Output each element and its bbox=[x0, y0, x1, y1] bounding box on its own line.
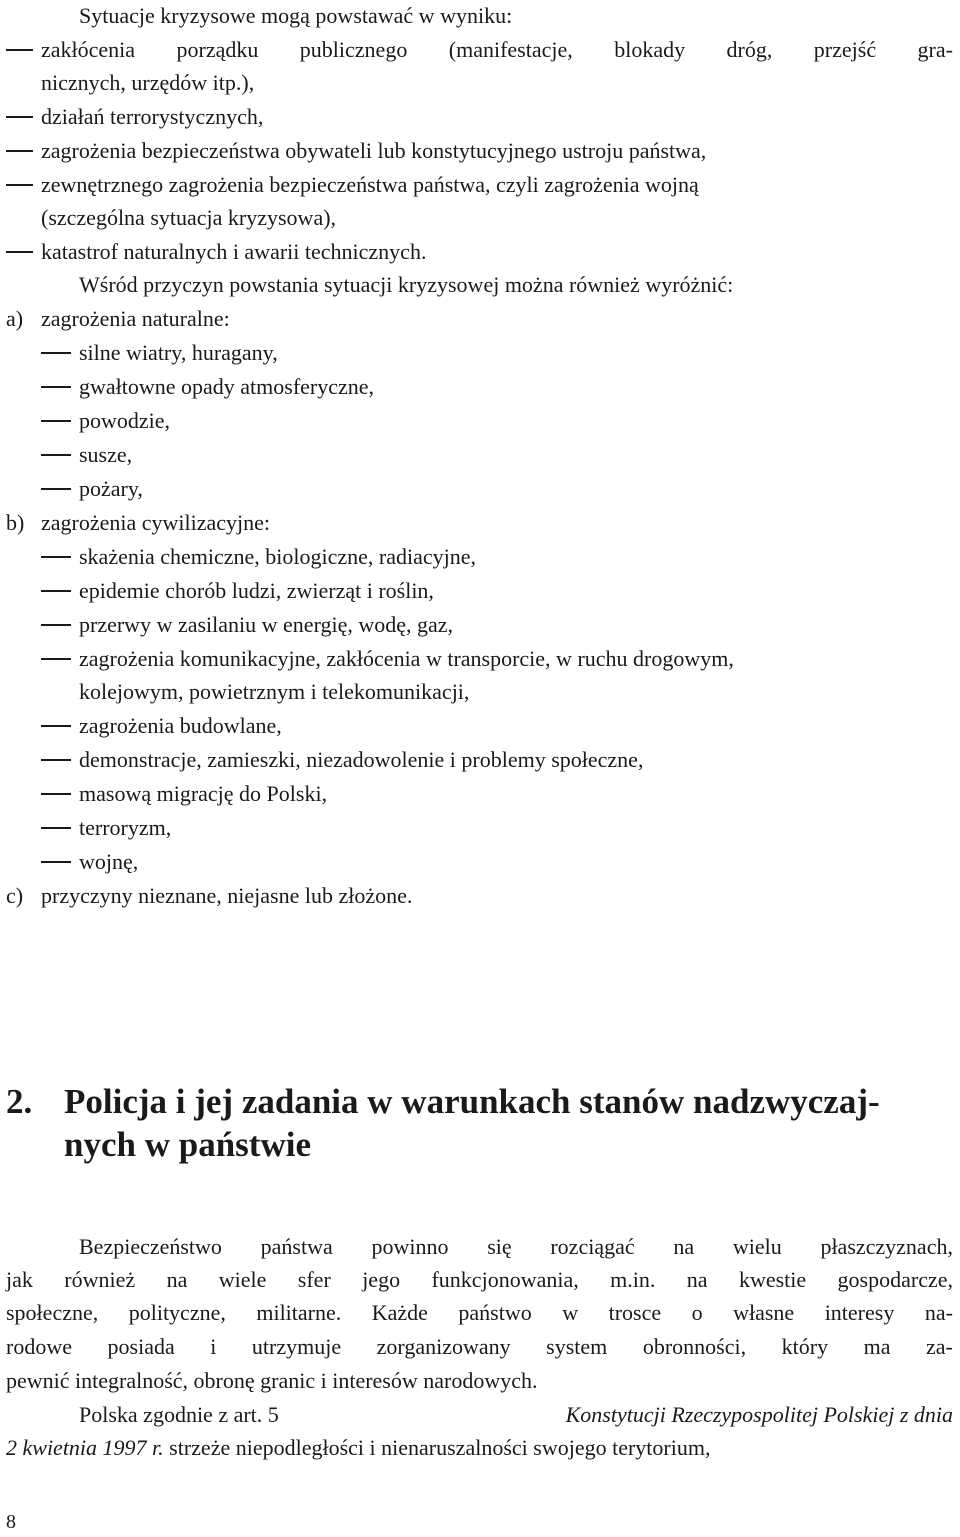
section-title-line-1: Policja i jej zadania w warunkach stanów nadzwyczaj- bbox=[64, 1082, 880, 1121]
cause-4-line-1: zewnętrznego zagrożenia bezpieczeństwa państwa, czyli zagrożenia wojną bbox=[41, 172, 699, 197]
among-intro-text: Wśród przyczyn powstania sytuacji kryzysowej można również wyróżnić: bbox=[79, 272, 734, 297]
bullet-dash bbox=[41, 556, 71, 558]
para2-line-1-start: Polska zgodnie z art. 5 bbox=[79, 1402, 279, 1427]
bullet-dash bbox=[41, 725, 71, 727]
group-b-title: zagrożenia cywilizacyjne: bbox=[41, 510, 271, 535]
bullet-dash bbox=[41, 624, 71, 626]
bullet-dash bbox=[41, 488, 71, 490]
para1-line-1: Bezpieczeństwo państwa powinno się rozciągać na wielu płaszczyznach, bbox=[79, 1234, 953, 1259]
bullet-dash bbox=[41, 420, 71, 422]
bullet-dash bbox=[41, 827, 71, 829]
cause-1-line-1: zakłócenia porządku publicznego (manifestacje, blokady dróg, przejść gra- bbox=[41, 37, 953, 62]
group-a-item-5: pożary, bbox=[79, 476, 143, 501]
para2-line-1 bbox=[79, 1404, 953, 1426]
para1-line-5: pewnić integralność, obronę granic i interesów narodowych. bbox=[6, 1368, 538, 1393]
group-b-item-5: zagrożenia budowlane, bbox=[79, 713, 282, 738]
group-a-title: zagrożenia naturalne: bbox=[41, 306, 230, 331]
bullet-dash bbox=[6, 251, 33, 253]
cause-1-line-2: nicznych, urzędów itp.), bbox=[41, 70, 255, 95]
bullet-dash bbox=[6, 150, 33, 152]
page-number: 8 bbox=[6, 1511, 16, 1533]
cause-4-line-2: (szczególna sytuacja kryzysowa), bbox=[41, 205, 337, 230]
group-b-item-3: przerwy w zasilaniu w energię, wodę, gaz, bbox=[79, 612, 454, 637]
group-c-label: c) bbox=[6, 883, 24, 908]
para1-line-3: społeczne, polityczne, militarne. Każde państwo w trosce o własne interesy na- bbox=[6, 1300, 953, 1325]
bullet-dash bbox=[41, 590, 71, 592]
group-b-item-1: skażenia chemiczne, biologiczne, radiacyjne, bbox=[79, 544, 477, 569]
group-a-item-4: susze, bbox=[79, 442, 133, 467]
para2-constitution-date: 2 kwietnia 1997 r. bbox=[6, 1435, 164, 1460]
group-a-label: a) bbox=[6, 306, 24, 331]
bullet-dash bbox=[41, 759, 71, 761]
para1-line-2: jak również na wiele sfer jego funkcjonowania, m.in. na kwestie gospodarcze, bbox=[6, 1267, 953, 1292]
para2-line-2 bbox=[6, 1437, 710, 1459]
para2-line-2-rest: strzeże niepodległości i nienaruszalności swojego terytorium, bbox=[169, 1435, 711, 1460]
bullet-dash bbox=[6, 49, 33, 51]
bullet-dash bbox=[41, 352, 71, 354]
bullet-dash bbox=[41, 793, 71, 795]
group-b-label: b) bbox=[6, 510, 25, 535]
para2-constitution-title: Konstytucji Rzeczypospolitej Polskiej z dnia bbox=[565, 1402, 953, 1427]
bullet-dash bbox=[41, 861, 71, 863]
bullet-dash bbox=[41, 658, 71, 660]
group-b-item-2: epidemie chorób ludzi, zwierząt i roślin, bbox=[79, 578, 434, 603]
group-b-item-8: terroryzm, bbox=[79, 815, 172, 840]
group-a-item-1: silne wiatry, huragany, bbox=[79, 340, 278, 365]
cause-3: zagrożenia bezpieczeństwa obywateli lub konstytucyjnego ustroju państwa, bbox=[41, 138, 707, 163]
cause-5: katastrof naturalnych i awarii technicznych. bbox=[41, 239, 427, 264]
group-b-item-7: masową migrację do Polski, bbox=[79, 781, 328, 806]
section-number: 2. bbox=[6, 1082, 33, 1121]
group-a-item-3: powodzie, bbox=[79, 408, 171, 433]
group-b-item-6: demonstracje, zamieszki, niezadowolenie i problemy społeczne, bbox=[79, 747, 644, 772]
para1-line-4: rodowe posiada i utrzymuje zorganizowany system obronności, który ma za- bbox=[6, 1334, 953, 1359]
section-title-line-2: nych w państwie bbox=[64, 1125, 311, 1164]
bullet-dash bbox=[41, 386, 71, 388]
group-b-item-9: wojnę, bbox=[79, 849, 139, 874]
bullet-dash bbox=[6, 184, 33, 186]
cause-2: działań terrorystycznych, bbox=[41, 104, 264, 129]
bullet-dash bbox=[6, 116, 33, 118]
intro-text: Sytuacje kryzysowe mogą powstawać w wyniku: bbox=[79, 3, 513, 28]
group-b-item-4-line-1: zagrożenia komunikacyjne, zakłócenia w transporcie, w ruchu drogowym, bbox=[79, 646, 734, 671]
group-b-item-4-line-2: kolejowym, powietrznym i telekomunikacji, bbox=[79, 679, 470, 704]
group-a-item-2: gwałtowne opady atmosferyczne, bbox=[79, 374, 375, 399]
group-c-title: przyczyny nieznane, niejasne lub złożone. bbox=[41, 883, 413, 908]
bullet-dash bbox=[41, 454, 71, 456]
